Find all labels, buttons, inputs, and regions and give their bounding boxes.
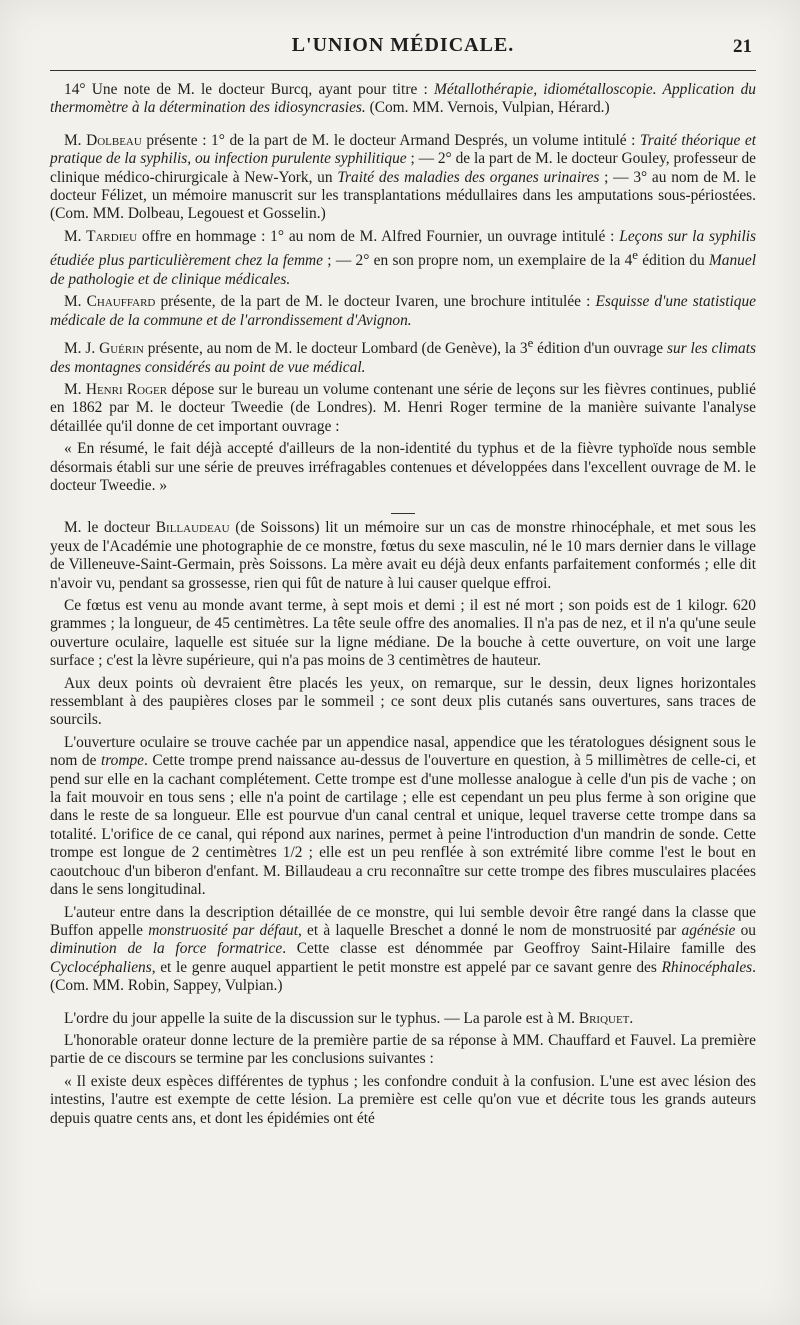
- paragraph-briquet-intro: L'honorable orateur donne lecture de la première partie de sa réponse à MM. Chauffard et Fauvel. La première partie de ce discours se termine par les conclusions suivantes :: [50, 1031, 756, 1068]
- paragraph-tardieu: M. Tardieu offre en hommage : 1° au nom de M. Alfred Fournier, un ouvrage intitulé : Leçons sur la syphilis étudiée plus particulièrement chez la femme ; — 2° en son propre nom, un exemplaire de la 4e édition du Manuel de pathologie et de clinique médicales.: [50, 227, 756, 288]
- paragraph-burcq: 14° Une note de M. le docteur Burcq, ayant pour titre : Métallothérapie, idiométalloscopie. Application du thermomètre à la détermination des idiosyncrasies. (Com. MM. Vernois, Vulpian, Hérard.): [50, 81, 756, 117]
- article-body: [50, 81, 756, 1128]
- page-number: 21: [733, 36, 752, 57]
- paragraph-order-of-day: L'ordre du jour appelle la suite de la discussion sur le typhus. — La parole est à M. Briquet.: [64, 1009, 634, 1027]
- paragraph-billaudeau: M. le docteur Billaudeau (de Soissons) lit un mémoire sur un cas de monstre rhinocéphale, et met sous les yeux de l'Académie une photographie de ce monstre, fœtus du sexe masculin, né le 10 mars dernier dans le village de Villeneuve-Saint-Germain, près Soissons. La mère avait eu déjà deux enfants parfaitement conformés ; elle dit n'avoir vu, pendant sa grossesse, rien qui fût de nature à lui causer quelque effroi.: [50, 519, 756, 592]
- paragraph-foetus: Ce fœtus est venu au monde avant terme, à sept mois et demi ; il est né mort ; son poids est de 1 kilogr. 620 grammes ; la longueur, de 45 centimètres. La tête seule offre des anomalies. Il n'a pas de nez, et il n'a qu'une seule ouverture oculaire, laquelle est située sur la ligne médiane. De la bouche à cette ouverture, on voit une large surface ; c'est la lèvre supérieure, qui n'a pas moins de 3 centimètres de hauteur.: [50, 597, 756, 670]
- paragraph-classification: L'auteur entre dans la description détaillée de ce monstre, qui lui semble devoir être rangé dans la classe que Buffon appelle monstruosité par défaut, et à laquelle Breschet a donné le nom de monstruosité par agénésie ou diminution de la force formatrice. Cette classe est dénommée par Geoffroy Saint-Hilaire famille des Cyclocéphaliens, et le genre auquel appartient le petit monstre est appelé par ce savant genre des Rhinocéphales. (Com. MM. Robin, Sappey, Vulpian.): [50, 903, 756, 995]
- paragraph-eyes: Aux deux points où devraient être placés les yeux, on remarque, sur le dessin, deux lignes horizontales ressemblant à des paupières closes par le sommeil ; ce sont deux plis cutanés sans ouvertures, sans traces de sourcils.: [50, 674, 756, 729]
- section-separator: [50, 501, 756, 509]
- paragraph-guerin: M. J. Guérin présente, au nom de M. le docteur Lombard (de Genève), la 3e édition d'un ouvrage sur les climats des montagnes considérés au point de vue médical.: [50, 336, 756, 376]
- paragraph-chauffard: M. Chauffard présente, de la part de M. le docteur Ivaren, une brochure intitulée : Esquisse d'une statistique médicale de la commune et de l'arrondissement d'Avignon.: [50, 293, 756, 329]
- page-header: [50, 26, 756, 62]
- paragraph-roger: M. Henri Roger dépose sur le bureau un volume contenant une série de leçons sur les fièvres continues, publié en 1862 par M. le docteur Tweedie (de Londres). M. Henri Roger termine de la manière suivante l'analyse détaillée qu'il donne de cet important ouvrage :: [50, 380, 756, 435]
- paragraph-roger-quote: « En résumé, le fait déjà accepté d'ailleurs de la non-identité du typhus et de la fièvre typhoïde nous semble désormais établi sur une série de preuves irréfragables contenues et développées dans l'excellent ouvrage de M. le docteur Tweedie. »: [50, 440, 756, 494]
- header-rule: [50, 70, 756, 71]
- paragraph-dolbeau: M. Dolbeau présente : 1° de la part de M. le docteur Armand Després, un volume intitulé : Traité théorique et pratique de la syphilis, ou infection purulente syphilitique ; — 2° de la part de M. le docteur Gouley, professeur de clinique médico-chirurgicale à New-York, un Traité des maladies des organes urinaires ; — 3° au nom de M. le docteur Félizet, un mémoire manuscrit sur les transplantations médullaires dans les amputations sous-périostées. (Com. MM. Dolbeau, Legouest et Gosselin.): [50, 131, 756, 223]
- paragraph-briquet-quote: « Il existe deux espèces différentes de typhus ; les confondre conduit à la confusion. L'une est avec lésion des intestins, l'autre est exempte de cette lésion. La première est celle qu'on vue et décrite tous les grands auteurs depuis quatre cents ans, et dont les épidémies ont été: [50, 1072, 756, 1127]
- running-title: L'UNION MÉDICALE.: [291, 34, 515, 56]
- paragraph-trompe: L'ouverture oculaire se trouve cachée par un appendice nasal, appendice que les tératologues désignent sous le nom de trompe. Cette trompe prend naissance au-dessus de l'ouverture en question, à 5 millimètres de celle-ci, et pend sur elle en la cachant complétement. Cette trompe est d'une mollesse analogue à celle d'un pis de vache ; on la fait mouvoir en tous sens ; elle n'a point de cartilage ; elle est cependant un peu plus ferme à son origine que dans le reste de sa longueur. Elle est pourvue d'un canal central et unique, lequel traverse cette trompe dans sa totalité. L'orifice de ce canal, qui répond aux narines, permet à peine l'introduction d'un mandrin de sonde. Cette trompe est longue de 2 centimètres 1/2 ; elle est un peu renflée à son extrémité libre comme l'est le bout en caoutchouc d'un biberon d'enfant. M. Billaudeau a cru reconnaître sur cette trompe des fibres musculaires placées dans le sens longitudinal.: [50, 733, 756, 899]
